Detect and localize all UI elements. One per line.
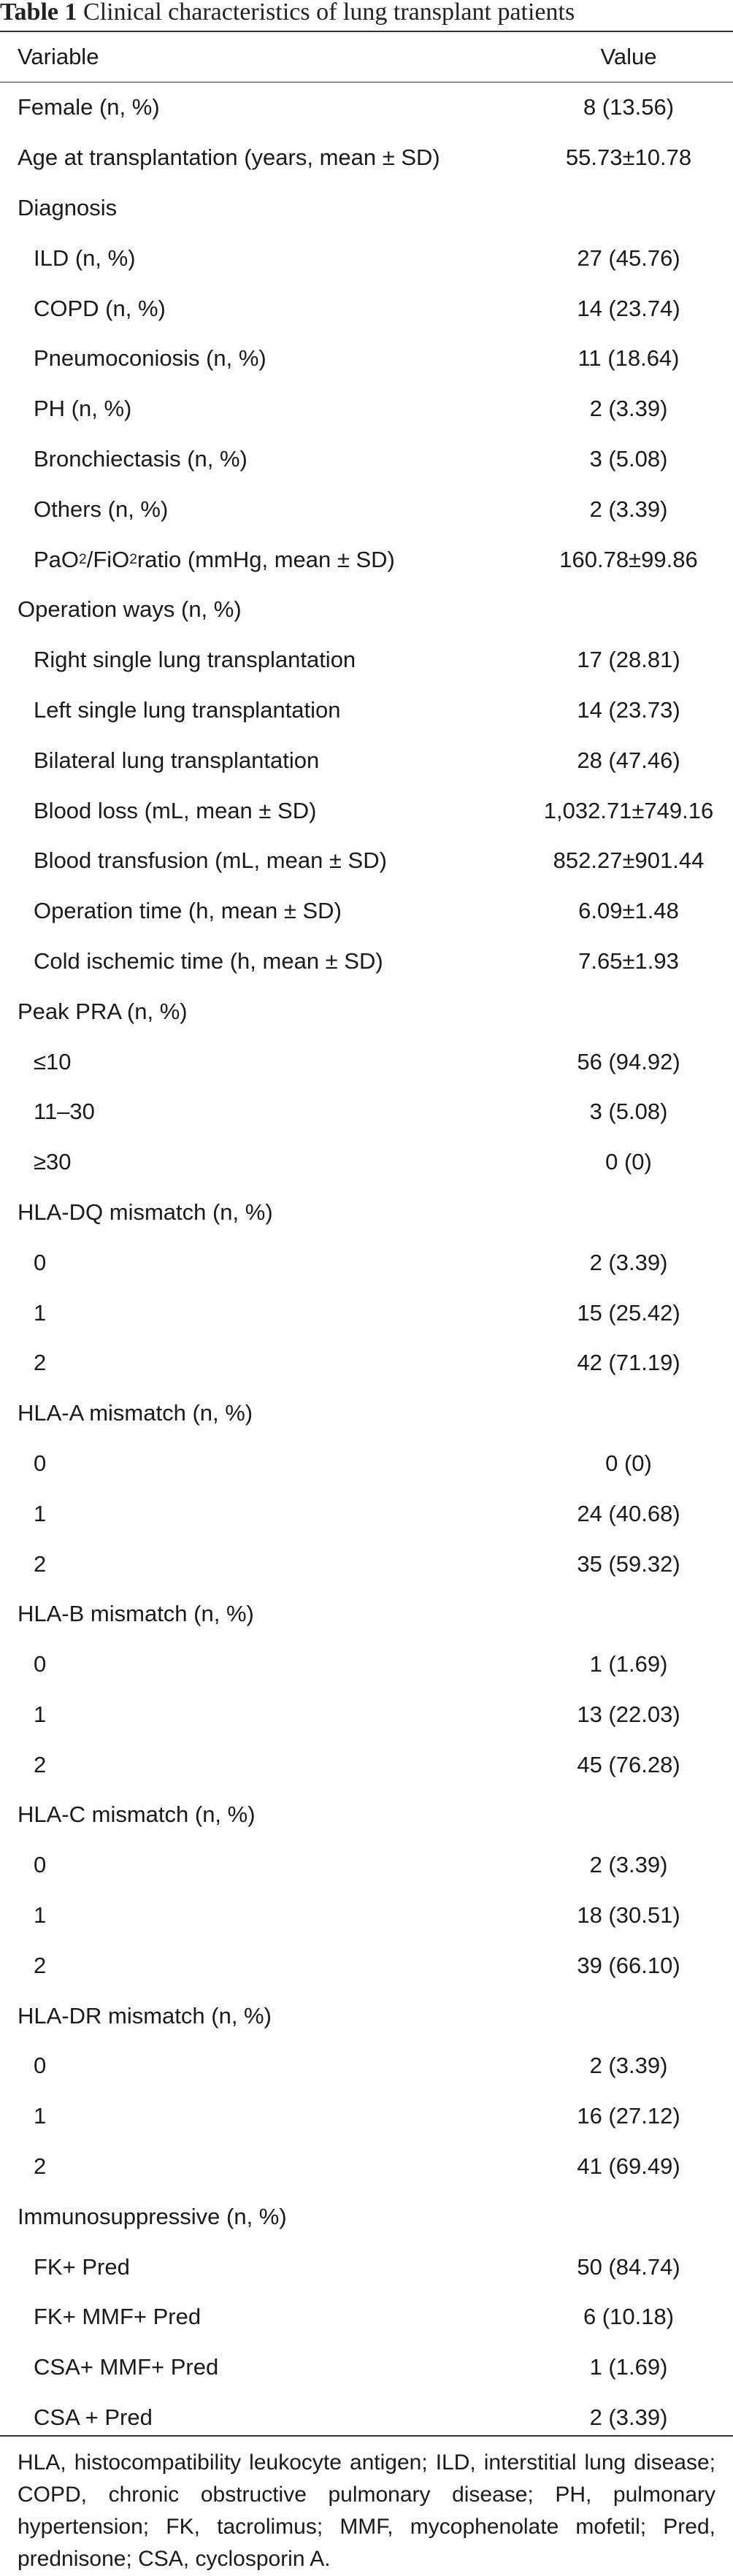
table-row — [0, 937, 733, 987]
table-row — [0, 685, 733, 736]
row-variable: 0 — [34, 1249, 47, 1275]
table-row — [0, 585, 733, 635]
row-value: 28 (47.46) — [577, 747, 680, 773]
row-variable: Blood transfusion (mL, mean ± SD) — [34, 847, 387, 874]
table-row — [0, 1237, 733, 1288]
row-variable: FK+ Pred — [34, 2253, 130, 2280]
row-variable: Pneumoconiosis (n, %) — [34, 345, 266, 372]
row-variable: Operation ways (n, %) — [18, 596, 242, 623]
row-value: 6.09±1.48 — [578, 898, 679, 924]
row-variable: 1 — [34, 1902, 47, 1929]
row-variable: 0 — [34, 1651, 47, 1677]
table-row — [0, 434, 733, 485]
header-value: Value — [600, 44, 657, 69]
table-row — [0, 785, 733, 836]
row-variable: PaO 2 /FiO 2 ratio (mmHg, mean ± SD) — [34, 546, 395, 572]
row-variable: Others (n, %) — [34, 496, 169, 522]
table-row — [0, 334, 733, 384]
table-row — [0, 534, 733, 585]
table-row — [0, 886, 733, 937]
row-value: 2 (3.39) — [589, 1249, 668, 1275]
table-row — [0, 2142, 733, 2192]
row-value: 1,032.71±749.16 — [543, 797, 714, 823]
table-row — [0, 1288, 733, 1338]
row-variable: CSA+ MMF+ Pred — [34, 2354, 219, 2380]
row-variable: Left single lung transplantation — [34, 696, 341, 723]
row-value — [496, 2191, 733, 2242]
characteristics-table — [0, 32, 733, 2442]
table-row — [0, 1338, 733, 1388]
table-row — [0, 2242, 733, 2292]
row-value: 35 (59.32) — [577, 1550, 680, 1577]
row-value: 2 (3.39) — [589, 496, 668, 522]
table-row — [0, 1137, 733, 1188]
table-row — [0, 1488, 733, 1539]
row-variable: HLA-DR mismatch (n, %) — [18, 2002, 272, 2029]
row-variable: ≥30 — [34, 1149, 72, 1175]
table-row — [0, 183, 733, 234]
row-value: 2 (3.39) — [589, 2404, 668, 2431]
row-variable: 1 — [34, 2103, 47, 2129]
table-row — [0, 836, 733, 886]
table-row — [0, 1539, 733, 1589]
row-value: 24 (40.68) — [577, 1500, 680, 1526]
row-variable: Diagnosis — [18, 194, 118, 220]
row-value: 18 (30.51) — [577, 1902, 680, 1929]
row-variable: FK+ MMF+ Pred — [34, 2304, 202, 2330]
table-row — [0, 1991, 733, 2041]
row-value: 39 (66.10) — [577, 1952, 680, 1978]
row-variable: 11–30 — [34, 1099, 95, 1125]
row-variable: 1 — [34, 1701, 47, 1727]
row-value: 16 (27.12) — [577, 2103, 680, 2129]
row-variable: Bronchiectasis (n, %) — [34, 445, 247, 472]
row-variable: ≤10 — [34, 1048, 72, 1074]
row-value: 15 (25.42) — [577, 1299, 680, 1326]
row-variable: 0 — [34, 1852, 47, 1878]
table-caption: Clinical characteristics of lung transplant patients — [83, 0, 575, 26]
row-value: 2 (3.39) — [589, 2053, 668, 2079]
row-variable: 2 — [34, 1751, 47, 1777]
row-variable: Female (n, %) — [18, 94, 160, 120]
table-header-row — [0, 32, 733, 82]
table-row — [0, 384, 733, 434]
row-variable: HLA-DQ mismatch (n, %) — [18, 1199, 273, 1225]
row-variable: HLA-B mismatch (n, %) — [18, 1601, 254, 1627]
row-variable: Age at transplantation (years, mean ± SD) — [18, 145, 440, 171]
row-value: 7.65±1.93 — [578, 947, 679, 974]
row-value — [496, 183, 733, 234]
row-variable: Peak PRA (n, %) — [18, 998, 188, 1024]
row-variable: Operation time (h, mean ± SD) — [34, 898, 342, 924]
row-variable: 2 — [34, 1550, 47, 1577]
table-body — [0, 82, 733, 2442]
row-variable: Immunosuppressive (n, %) — [18, 2203, 287, 2229]
row-value: 2 (3.39) — [589, 396, 668, 422]
row-variable: 0 — [34, 2053, 47, 2079]
row-variable: 2 — [34, 2153, 47, 2180]
table-row — [0, 2041, 733, 2091]
row-value — [496, 1388, 733, 1439]
row-variable: PH (n, %) — [34, 396, 132, 422]
table-row — [0, 1639, 733, 1690]
row-value: 8 (13.56) — [583, 94, 675, 120]
row-value: 11 (18.64) — [577, 345, 680, 372]
row-variable: 2 — [34, 1350, 47, 1376]
bottom-rule — [0, 2435, 733, 2437]
row-value: 45 (76.28) — [577, 1751, 680, 1777]
table-row — [0, 1690, 733, 1740]
table-number: Table 1 — [0, 0, 77, 26]
row-variable: COPD (n, %) — [34, 295, 166, 321]
table-row — [0, 1388, 733, 1439]
table-row — [0, 2191, 733, 2242]
row-variable: 2 — [34, 1952, 47, 1978]
table-row — [0, 2342, 733, 2393]
row-value: 160.78±99.86 — [559, 546, 698, 572]
table-row — [0, 1790, 733, 1840]
row-value: 42 (71.19) — [577, 1350, 680, 1376]
row-value: 50 (84.74) — [577, 2253, 680, 2280]
table-row — [0, 1037, 733, 1087]
row-variable: HLA-A mismatch (n, %) — [18, 1400, 253, 1426]
table-row — [0, 283, 733, 334]
row-variable: 1 — [34, 1299, 47, 1326]
table-row — [0, 2091, 733, 2142]
row-variable: Blood loss (mL, mean ± SD) — [34, 797, 317, 823]
table-footnote: HLA, histocompatibility leukocyte antigen; ILD, interstitial lung disease; COPD, chronic obstructive pulmonary disease; PH, pulmonary hypertension; FK, tacrolimus; MMF, mycophenolate mofetil; Pred, prednisone; CSA, cyclosporin A. — [18, 2450, 715, 2571]
row-value: 1 (1.69) — [589, 1651, 668, 1677]
row-value: 2 (3.39) — [589, 1852, 668, 1878]
table-row — [0, 1087, 733, 1137]
table-row — [0, 484, 733, 534]
table-row — [0, 1439, 733, 1489]
row-variable: ILD (n, %) — [34, 245, 136, 271]
table-row — [0, 1891, 733, 1941]
table-row — [0, 2292, 733, 2342]
row-value — [496, 585, 733, 635]
table-row — [0, 1739, 733, 1790]
row-variable: Cold ischemic time (h, mean ± SD) — [34, 947, 383, 974]
table-row — [0, 735, 733, 785]
row-value: 13 (22.03) — [577, 1701, 680, 1727]
row-value: 3 (5.08) — [589, 1099, 668, 1125]
row-value: 1 (1.69) — [589, 2354, 668, 2380]
row-value — [496, 986, 733, 1037]
row-variable: 0 — [34, 1450, 47, 1476]
row-value — [496, 1188, 733, 1238]
row-value — [496, 1790, 733, 1840]
table-row — [0, 133, 733, 183]
table-row — [0, 233, 733, 283]
table-row — [0, 1589, 733, 1639]
row-value: 14 (23.74) — [577, 295, 680, 321]
table-row — [0, 82, 733, 133]
header-variable: Variable — [18, 44, 99, 69]
row-value: 27 (45.76) — [577, 245, 680, 271]
table-row — [0, 986, 733, 1037]
row-variable: Bilateral lung transplantation — [34, 747, 320, 773]
table-title — [0, 0, 733, 31]
row-value: 17 (28.81) — [577, 647, 680, 673]
row-value: 56 (94.92) — [577, 1048, 680, 1074]
row-value: 41 (69.49) — [577, 2153, 680, 2180]
row-value: 3 (5.08) — [589, 445, 668, 472]
row-value: 6 (10.18) — [583, 2304, 675, 2330]
row-value: 0 (0) — [605, 1149, 652, 1175]
table-row — [0, 1840, 733, 1891]
row-value: 0 (0) — [605, 1450, 652, 1476]
row-value: 55.73±10.78 — [565, 145, 692, 171]
row-variable: CSA + Pred — [34, 2404, 153, 2431]
row-value: 852.27±901.44 — [553, 847, 705, 874]
row-value — [496, 1991, 733, 2041]
table-row — [0, 1940, 733, 1991]
row-variable: Right single lung transplantation — [34, 647, 356, 673]
row-value: 14 (23.73) — [577, 696, 680, 723]
row-value — [496, 1589, 733, 1639]
table-row — [0, 1188, 733, 1238]
table-row — [0, 635, 733, 685]
row-variable: 1 — [34, 1500, 47, 1526]
row-variable: HLA-C mismatch (n, %) — [18, 1802, 256, 1828]
